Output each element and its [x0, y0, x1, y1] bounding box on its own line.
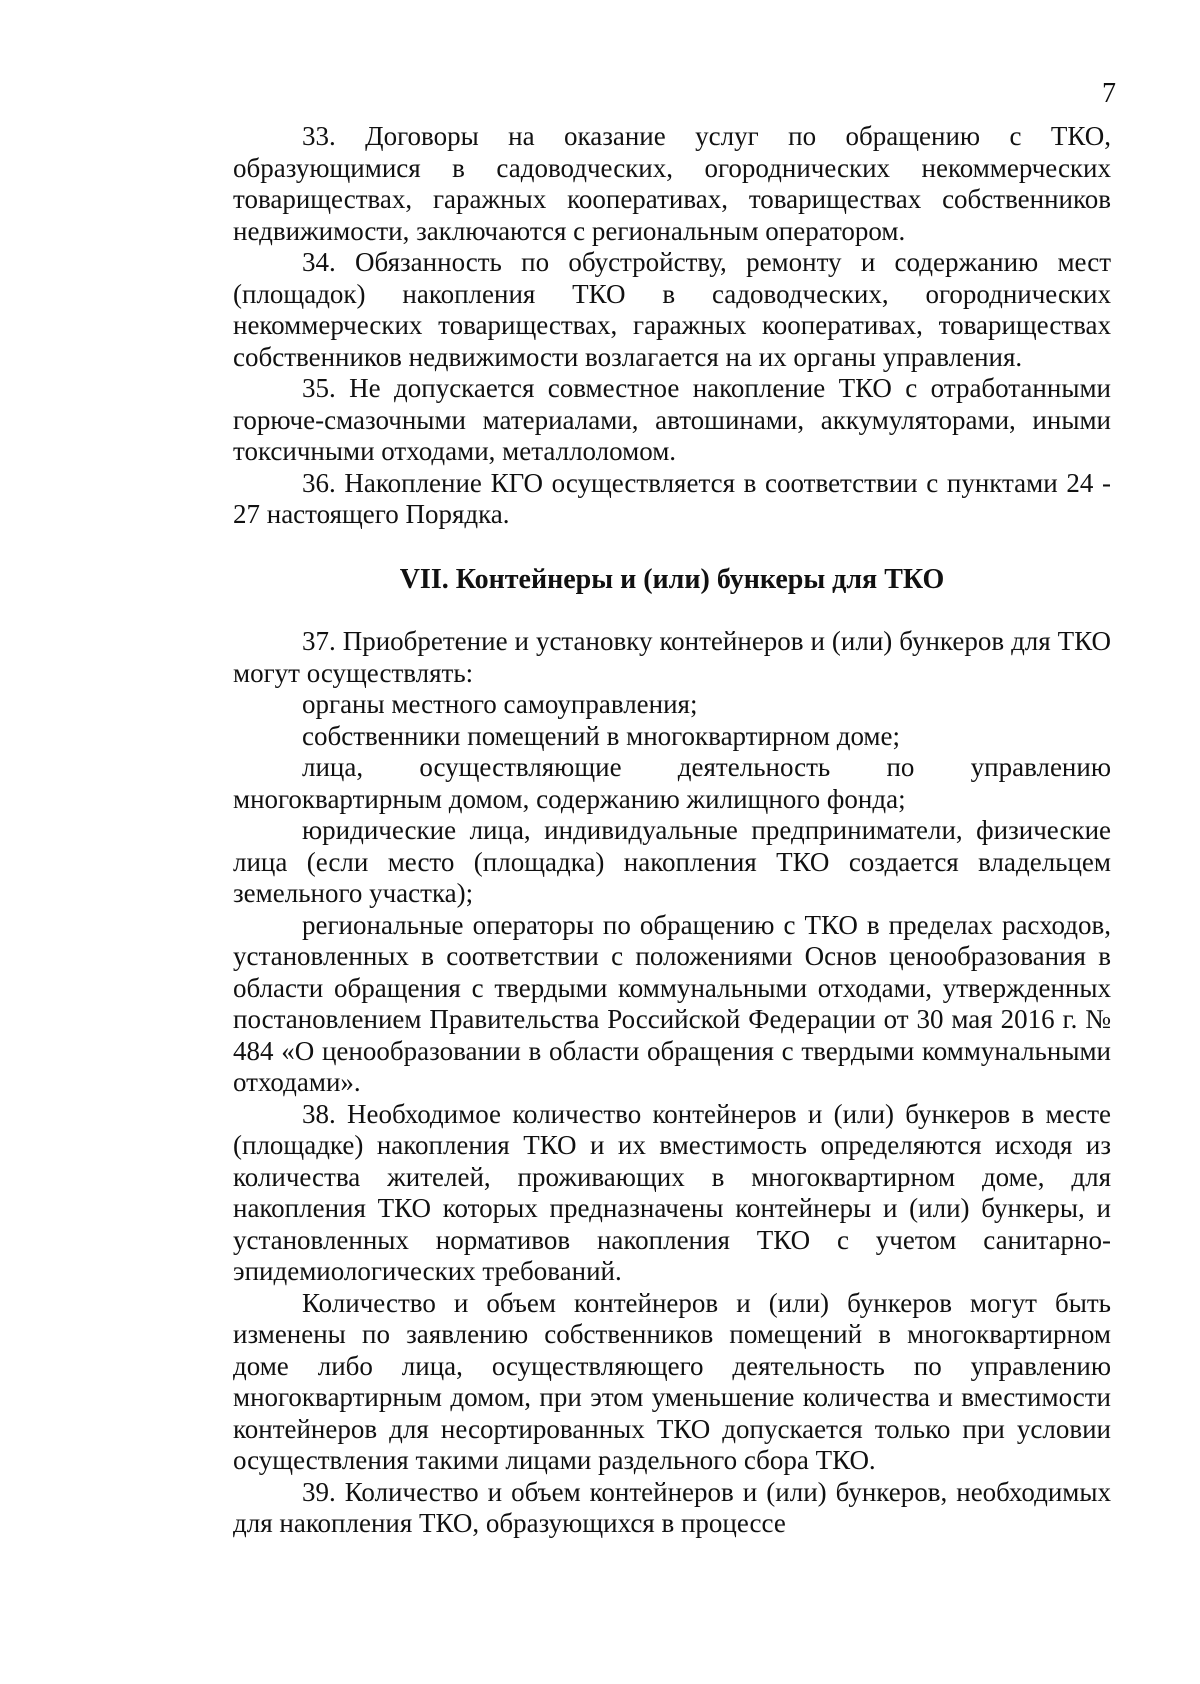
paragraph-35: 35. Не допускается совместное накопление ТКО с отработанными горюче-смазочными материалами, автошинами, аккумуляторами, иными токсичными отходами, металлоломом.: [233, 373, 1111, 466]
paragraph-39: 39. Количество и объем контейнеров и (или) бункеров, необходимых для накопления ТКО, образующихся в процессе: [233, 1476, 1111, 1538]
paragraph-33: 33. Договоры на оказание услуг по обращению с ТКО, образующимися в садоводческих, огороднических некоммерческих товариществах, гаражных кооперативах, товариществах собственников недвижимости, заключаются с региональным оператором.: [233, 121, 1111, 246]
paragraph-37-item: органы местного самоуправления;: [302, 689, 698, 719]
paragraph-37-item: юридические лица, индивидуальные предприниматели, физические лица (если место (площадка) накопления ТКО создается владельцем земельного участка);: [233, 815, 1111, 908]
section-heading: VII. Контейнеры и (или) бункеры для ТКО: [399, 563, 945, 595]
page-number: 7: [1102, 78, 1116, 109]
paragraph-34: 34. Обязанность по обустройству, ремонту и содержанию мест (площадок) накопления ТКО в садоводческих, огороднических некоммерческих товариществах, гаражных кооперативах, товариществах собственников недвижимости возлагается на их органы управления.: [233, 247, 1111, 372]
paragraph-38-continuation: Количество и объем контейнеров и (или) бункеров могут быть изменены по заявлению собственников помещений в многоквартирном доме либо лица, осуществляющего деятельность по управлению многоквартирным домом, при этом уменьшение количества и вместимости контейнеров для несортированных ТКО допускается только при условии осуществления такими лицами раздельного сбора ТКО.: [233, 1287, 1111, 1475]
paragraph-37-item: собственники помещений в многоквартирном доме;: [302, 720, 901, 751]
paragraph-36: 36. Накопление КГО осуществляется в соответствии с пунктами 24 - 27 настоящего Порядка.: [233, 467, 1111, 529]
paragraph-37-item: лица, осуществляющие деятельность по управлению многоквартирным домом, содержанию жилищного фонда;: [233, 752, 1111, 814]
paragraph-37-intro: 37. Приобретение и установку контейнеров и (или) бункеров для ТКО могут осуществлять:: [233, 626, 1111, 688]
paragraph-38: 38. Необходимое количество контейнеров и (или) бункеров в месте (площадке) накопления ТКО и их вместимость определяются исходя из количества жителей, проживающих в многоквартирном доме, для накопления ТКО которых предназначены контейнеры и (или) бункеры, и установленных нормативов накопления ТКО с учетом санитарно-эпидемиологических требований.: [233, 1098, 1111, 1286]
document-body: [233, 121, 1111, 1540]
paragraph-37-item: региональные операторы по обращению с ТКО в пределах расходов, установленных в соответствии с положениями Основ ценообразования в области обращения с твердыми коммунальными отходами, утвержденных постановлением Правительства Российской Федерации от 30 мая 2016 г. № 484 «О ценообразовании в области обращения с твердыми коммунальными отходами».: [233, 909, 1111, 1097]
